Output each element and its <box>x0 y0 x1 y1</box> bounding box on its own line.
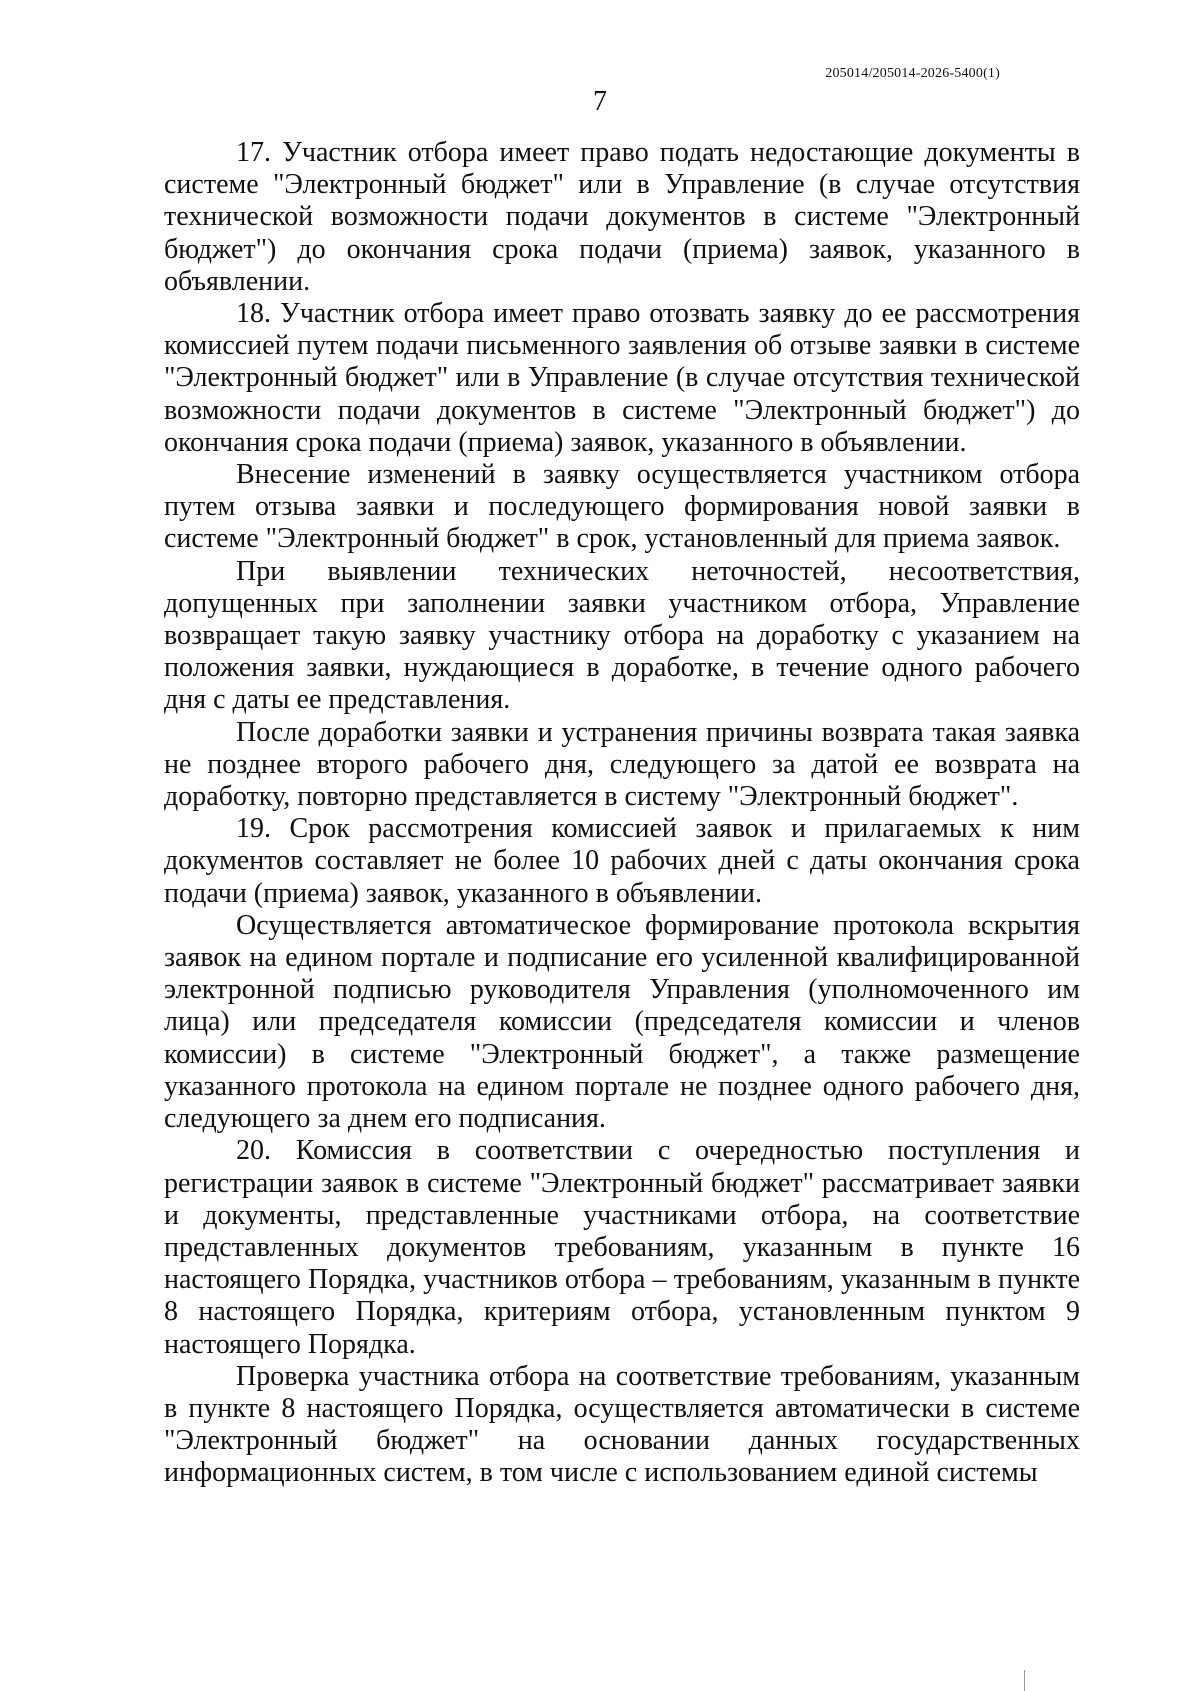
scan-margin-mark <box>1024 1670 1025 1691</box>
paragraph-inaccuracies: При выявлении технических неточностей, несоответствия, допущенных при заполнении заявки участником отбора, Управление возвращает такую заявку участнику отбора на доработку с указанием на положения заявки, нуждающиеся в доработке, в течение одного рабочего дня с даты ее представления. <box>164 555 1080 716</box>
paragraph-18: 18. Участник отбора имеет право отозвать заявку до ее рассмотрения комиссией путем подачи письменного заявления об отзыве заявки в системе "Электронный бюджет" или в Управление (в случае отсутствия технической возможности подачи документов в системе "Электронный бюджет") до окончания срока подачи (приема) заявок, указанного в объявлении. <box>164 298 1080 458</box>
document-body <box>164 137 1080 1490</box>
paragraph-protocol: Осуществляется автоматическое формирование протокола вскрытия заявок на едином портале и подписание его усиленной квалифицированной электронной подписью руководителя Управления (уполномоченного им лица) или председателя комиссии (председателя комиссии и членов комиссии) в системе "Электронный бюджет", а также размещение указанного протокола на едином портале не позднее одного рабочего дня, следующего за днем его подписания. <box>164 909 1080 1135</box>
page-number: 7 <box>593 86 607 117</box>
paragraph-20: 20. Комиссия в соответствии с очередностью поступления и регистрации заявок в системе "Электронный бюджет" рассматривает заявки и документы, представленные участниками отбора, на соответствие представленных документов требованиям, указанным в пункте 16 настоящего Порядка, участников отбора – требованиям, указанным в пункте 8 настоящего Порядка, критериям отбора, установленным пунктом 9 настоящего Порядка. <box>164 1135 1080 1360</box>
paragraph-19: 19. Срок рассмотрения комиссией заявок и прилагаемых к ним документов составляет не более 10 рабочих дней с даты окончания срока подачи (приема) заявок, указанного в объявлении. <box>164 813 1080 909</box>
paragraph-17: 17. Участник отбора имеет право подать недостающие документы в системе "Электронный бюджет" или в Управление (в случае отсутствия технической возможности подачи документов в системе "Электронный бюджет") до окончания срока подачи (приема) заявок, указанного в объявлении. <box>164 137 1080 297</box>
paragraph-amendments: Внесение изменений в заявку осуществляется участником отбора путем отзыва заявки и последующего формирования новой заявки в системе "Электронный бюджет" в срок, установленный для приема заявок. <box>164 459 1080 555</box>
paragraph-resubmission: После доработки заявки и устранения причины возврата такая заявка не позднее второго рабочего дня, следующего за датой ее возврата на доработку, повторно представляется в систему "Электронный бюджет". <box>164 716 1080 813</box>
document-number: 205014/205014-2026-5400(1) <box>825 66 1000 81</box>
paragraph-verification: Проверка участника отбора на соответствие требованиям, указанным в пункте 8 настоящего Порядка, осуществляется автоматически в системе "Электронный бюджет" на основании данных государственных информационных систем, в том числе с использованием единой системы <box>164 1360 1080 1489</box>
